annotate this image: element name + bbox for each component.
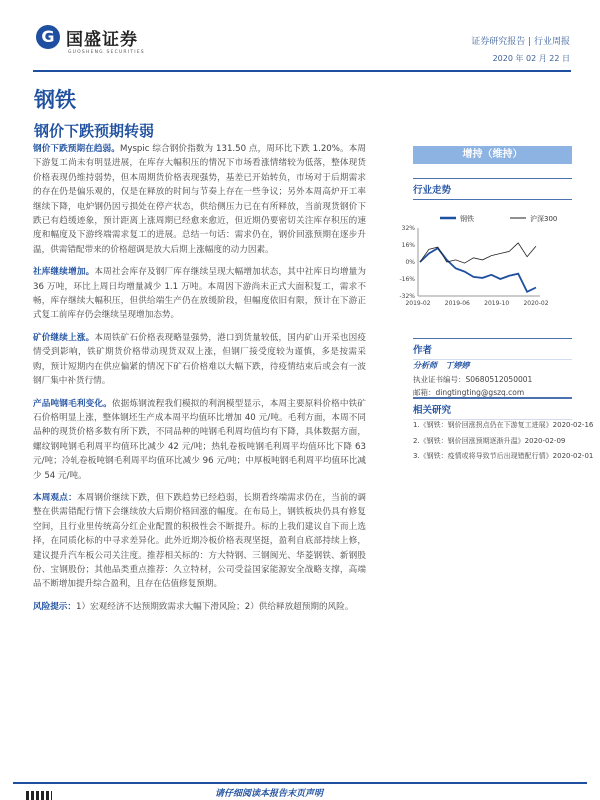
report-type: 证券研究报告 | 行业周报 [471,37,570,47]
y-tick-label: 32% [401,225,415,232]
license-label: 执业证书编号： [413,375,466,384]
paragraph-text: 依据炼钢流程我们模拟的利润模型显示，本周主要原料价格中铁矿石价格明显上涨，整体钢坯生产成本周平均值环比增加 40 元/吨。毛利方面，本周不同品种的现货价格多数有所下跌，不同品种的吨钢毛利周均值均有下降，具体数据方面，螺纹钢吨钢毛利周平均值环比减少 42 元/吨；热轧卷板吨钢毛利周平均值环比下降 63 元/吨；冷轧卷板吨钢毛利周平均值环比减少 96 元/吨；中厚板吨钢毛利周平均值环比减少 54 元/吨。 [33,398,366,481]
legend-label-hs300: 沪深300 [530,215,558,223]
license-line [413,374,532,385]
rating-badge: 增持（维持） [413,146,572,164]
analyst-label: 分析师 [413,361,437,370]
legend-label-steel: 钢铁 [460,215,474,223]
author-heading: 作者 [413,338,572,360]
x-tick-label: 2019-06 [444,300,470,307]
license-number: S0680512050001 [465,375,533,384]
logo-text: 国盛证券 [66,30,138,50]
paragraph-text: 本周钢价继续下跌，但下跌趋势已经趋弱，长期看终端需求仍在，当前的调整在供需错配行情下会继续放大后期价格回涨的幅度。在布局上，钢铁板块仍具有修复空间，且行业里传统高分红企业配置的积极性会不断提升。标的上我们建议自下而上选择，在同质化标的中寻求差异化。此外近期冷板价格表现坚挺，盈利自底部持续上修，建议提升汽车板公司关注度。推荐相关标的：方大特钢、三钢闽光、华菱钢铁、新钢股份、宝钢股份；其他品类重点推荐：久立特材，公司受益国家能源安全战略支撑，高端品不断增加提升综合盈利，且存在估值修复预期。 [33,492,366,590]
qr-code-icon [26,791,52,800]
analyst [413,360,469,371]
series-line-steel [420,248,536,292]
series-line-hs300 [420,243,536,263]
report-date: 2020 年 02 月 22 日 [492,54,570,63]
footer-divider [13,782,587,784]
related-heading: 相关研究 [413,397,572,420]
paragraph [33,331,366,389]
report-title: 钢价下跌预期转弱 [34,122,155,140]
y-tick-label: -16% [399,276,415,283]
footer-disclaimer: 请仔细阅读本报告末页声明 [215,789,324,799]
y-tick-label: 0% [405,259,415,266]
email-link[interactable]: dingtingting@gszq.com [435,388,525,397]
paragraph [33,142,366,257]
paragraph [33,397,366,483]
paragraph-lead: 钢价下跌预期在趋弱。 [33,144,120,154]
related-item[interactable]: 2.《钢铁：钢价回涨预期逐渐升温》2020-02-09 [413,437,566,445]
logo-subtext: GUOSHENG SECURITIES [68,50,145,55]
x-tick-label: 2019-02 [405,300,431,307]
header-divider [33,70,571,72]
paragraph-lead: 社库继续增加。 [33,267,95,278]
paragraph-lead: 矿价继续上涨。 [33,332,95,343]
related-item[interactable]: 3.《钢铁：疫情或将导致节后出现错配行情》2020-02-01 [413,452,594,460]
x-tick-label: 2020-02 [523,300,549,307]
paragraph [33,600,366,614]
paragraph-text: 本周铁矿石价格表现略显强势，港口到货量较低，国内矿山开采也因疫情受到影响，铁矿期货价格带动现货双双上涨，但钢厂接受度较为谨慎，多是按需采购，预计短期内在供应偏紧的情况下矿石价格难以大幅下跌，待疫情结束后或会有一波钢厂集中补货行情。 [33,332,366,387]
paragraph-text: Myspic 综合钢价指数为 131.50 点，周环比下跌 1.20%。本周下游复工尚未有明显进展，在库存大幅积压的情况下市场看涨情绪较为低落，整体现货价格表现仍维持弱势，但本周期货价格表现强势，基差已开始转负，市场对于后期需求的存在仍是偏乐观的，仅是在释放的时间与节奏上存在一些争议；另外本周高炉开工率继续下降，电炉钢仍因亏损处在停产状态，供给侧压力已在有所释放，当前现货钢价下跌已有趋缓迹象，预计距离上涨周期已经愈来愈近，但近期仍要密切关注库存积压的速度和幅度及下游终端需求复工的进展。总结一句话：需求仍在，钢价回涨预期在逐步升温，供需错配带来的价格超调是放大后期上涨幅度的动力因素。 [33,144,366,255]
related-item[interactable]: 1.《钢铁：钢价回涨拐点仍在下游复工进展》2020-02-16 [413,421,594,429]
paragraph-lead: 产品吨钢毛利变化。 [33,398,112,409]
paragraph [33,265,366,323]
trend-chart [400,210,580,310]
paragraph-lead: 风险提示： [33,601,76,612]
paragraph-lead: 本周观点： [33,492,77,503]
logo-icon: G [36,25,60,49]
paragraph-text: 1）宏观经济不达预期致需求大幅下滑风险；2）供给释放超预期的风险。 [75,601,354,612]
trend-heading: 行业走势 [413,178,572,200]
email-label: 邮箱： [413,388,436,397]
y-tick-label: 16% [401,242,415,249]
analyst-name: 丁婷婷 [445,361,470,370]
sector-title: 钢铁 [34,88,76,112]
main-body [33,142,366,622]
paragraph-text: 本周社会库存及钢厂库存继续呈现大幅增加状态，其中社库日均增量为 36 万吨，环比上周日均增量减少 1.1 万吨。本周因下游尚未正式大面积复工，需求不畅，库存继续大幅积压，但供给端生产仍在放缓阶段，但幅度依旧有限，预计在下游正式复工前库存仍会继续呈现增加态势。 [33,267,366,321]
x-tick-label: 2019-10 [484,300,510,307]
paragraph [33,491,366,592]
y-tick-label: -32% [399,293,415,300]
